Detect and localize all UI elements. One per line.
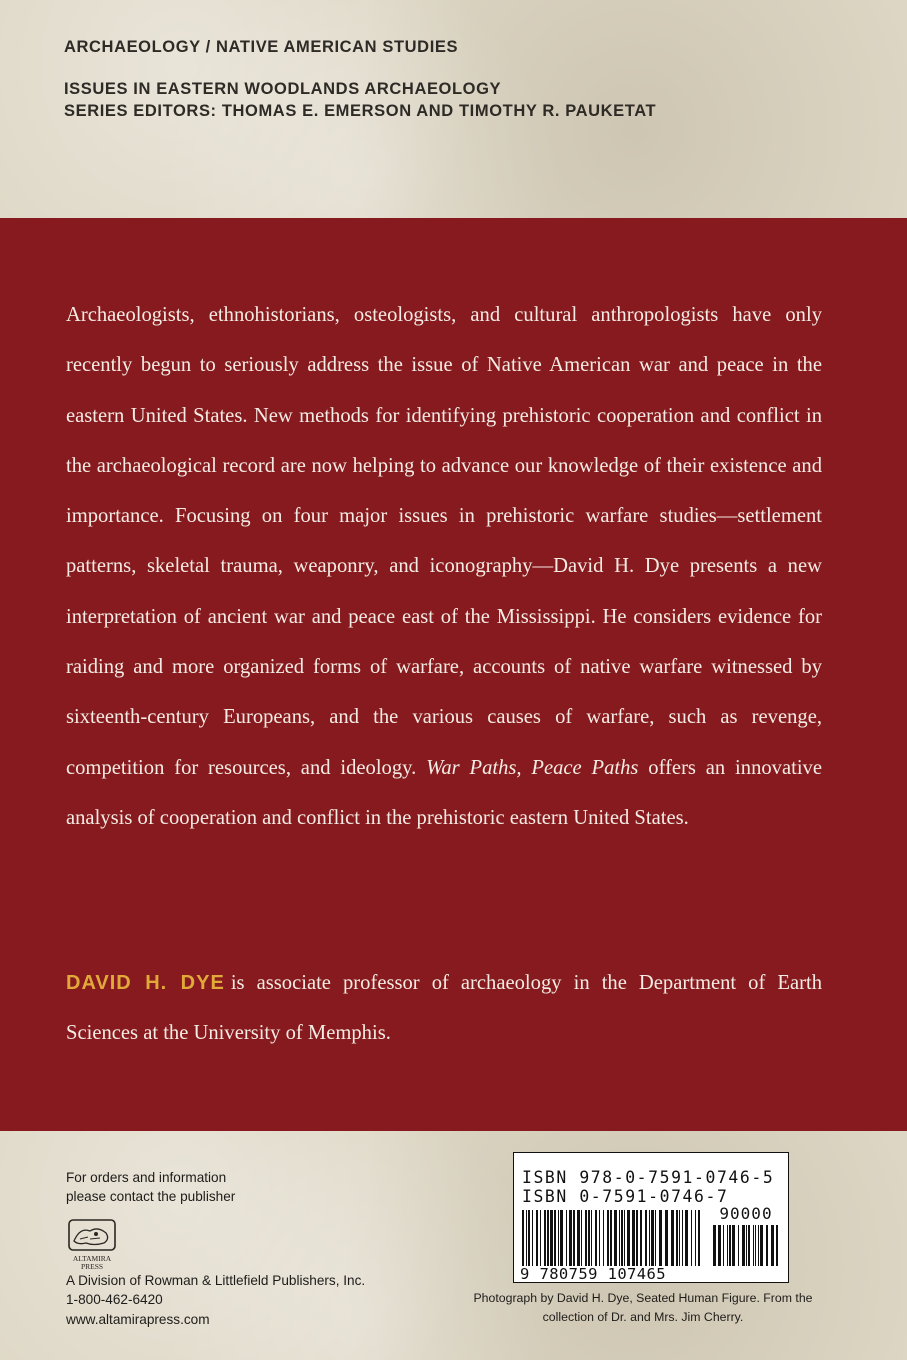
barcode-bar [748,1225,750,1266]
logo-subtext: PRESS [80,1262,104,1271]
barcode-bar [603,1210,604,1266]
author-bio [66,958,822,1059]
barcode-bar [569,1210,572,1266]
barcode-bar [566,1210,567,1266]
barcode-bar [723,1225,724,1266]
footer-band [0,1131,907,1360]
barcode-bar [645,1210,647,1266]
barcode-bar [713,1225,716,1266]
barcode-bar [766,1225,768,1266]
barcode-bar [632,1210,635,1266]
barcode-bar [685,1210,688,1266]
barcode-bar [573,1210,575,1266]
barcode-bar [610,1210,612,1266]
barcode-bar [649,1210,650,1266]
barcode-bar [640,1210,642,1266]
barcode-bar [746,1225,747,1266]
barcode-bar [554,1210,556,1266]
barcode-bar [627,1210,630,1266]
barcode-bar [607,1210,609,1266]
barcode-bar [624,1210,625,1266]
barcode-bar [526,1210,527,1266]
orders-line-1: For orders and information [66,1170,227,1185]
series-editors: SERIES EDITORS: THOMAS E. EMERSON AND TIMOTHY R. PAUKETAT [64,102,657,120]
barcode-bar [547,1210,549,1266]
logo-caption [66,1255,118,1271]
barcode-bar [621,1210,623,1266]
barcode-bar [522,1210,524,1266]
publisher-division: A Division of Rowman & Littlefield Publishers, Inc. [66,1273,366,1288]
barcode-bar [655,1210,656,1266]
description-part-1: Archaeologists, ethnohistorians, osteologists, and cultural anthropologists have only recently begun to seriously address the issue of Native American war and peace in the eastern United States. New methods for identifying prehistoric cooperation and conflict in the archaeological record are now helping to advance our knowledge of their existence and importance. Focusing on four major issues in prehistoric warfare studies—settlement patterns, skeletal trauma, weaponry, and iconography—David H. Dye presents a new interpretation of ancient war and peace east of the Mississippi. He considers evidence for raiding and more organized forms of warfare, accounts of native warfare witnessed by sixteenth-century Europeans, and the various causes of warfare, such as revenge, competition for resources, and ideology. [66,304,822,779]
barcode-bar [691,1210,692,1266]
author-name: DAVID H. DYE [66,972,225,994]
isbn-13: ISBN 978-0-7591-0746-5 [522,1168,775,1187]
barcode-bar [776,1225,778,1266]
header-band [0,0,907,218]
barcode-box [513,1152,789,1283]
description-part-2: offers an innovative analysis of cooperation and conflict in the prehistoric eastern United States. [66,756,822,829]
barcode-bar [753,1225,754,1266]
barcode-bar [614,1210,617,1266]
barcode-bar [671,1210,674,1266]
isbn-10: ISBN 0-7591-0746-7 [522,1187,729,1206]
barcode-bar [558,1210,559,1266]
barcode-bar [619,1210,620,1266]
description-panel [0,218,907,1131]
book-title: War Paths, Peace Paths [426,756,639,779]
category-label: ARCHAEOLOGY / NATIVE AMERICAN STUDIES [64,38,459,56]
series-name: ISSUES IN EASTERN WOODLANDS ARCHAEOLOGY [64,80,502,98]
barcode-bar [651,1210,654,1266]
barcode-bar [577,1210,580,1266]
barcode-bar [695,1210,696,1266]
price-code: 90000 [719,1204,773,1223]
barcode-bar [679,1210,680,1266]
barcode-bar [727,1225,728,1266]
barcode-bar [755,1225,756,1266]
barcode-bar [738,1225,739,1266]
ean-barcode-bars [522,1210,702,1266]
orders-line-2: please contact the publisher [66,1189,236,1204]
author-bio-text: is associate professor of archaeology in the Department of Earth Sciences at the University of Memphis. [66,972,822,1045]
barcode-bar [581,1210,582,1266]
barcode-bar [676,1210,678,1266]
barcode-bar [682,1210,683,1266]
photo-credit: Photograph by David H. Dye, Seated Human Figure. From the collection of Dr. and Mrs. Jim Cherry. [473,1291,813,1324]
barcode-bar [636,1210,638,1266]
altamira-logo-icon [66,1217,118,1255]
publisher-website: www.altamirapress.com [66,1312,210,1327]
book-description [66,290,822,843]
barcode-bar [742,1225,745,1266]
barcode-bar [544,1210,546,1266]
barcode-bar [732,1225,735,1266]
barcode-bar [771,1225,774,1266]
barcode-bar [718,1225,721,1266]
barcode-bar [659,1210,662,1266]
barcode-bar [599,1210,600,1266]
barcode-bar [665,1210,668,1266]
barcode-bar [560,1210,563,1266]
barcode-bar [585,1210,587,1266]
barcode-bar [760,1225,763,1266]
barcode-bar [540,1210,541,1266]
addon-barcode-bars [713,1225,779,1266]
barcode-bar [528,1210,530,1266]
barcode-bar [729,1225,731,1266]
logo-text: ALTAMIRA [72,1254,112,1263]
publisher-phone: 1-800-462-6420 [66,1292,163,1307]
barcode-bar [758,1225,759,1266]
barcode-bar [550,1210,553,1266]
publisher-logo [66,1217,118,1269]
barcode-bar [588,1210,590,1266]
ean-digits: 9 780759 107465 [520,1265,666,1283]
barcode-bar [532,1210,533,1266]
barcode-bar [595,1210,597,1266]
barcode-bar [536,1210,538,1266]
barcode-bar [698,1210,700,1266]
barcode-bar [591,1210,592,1266]
